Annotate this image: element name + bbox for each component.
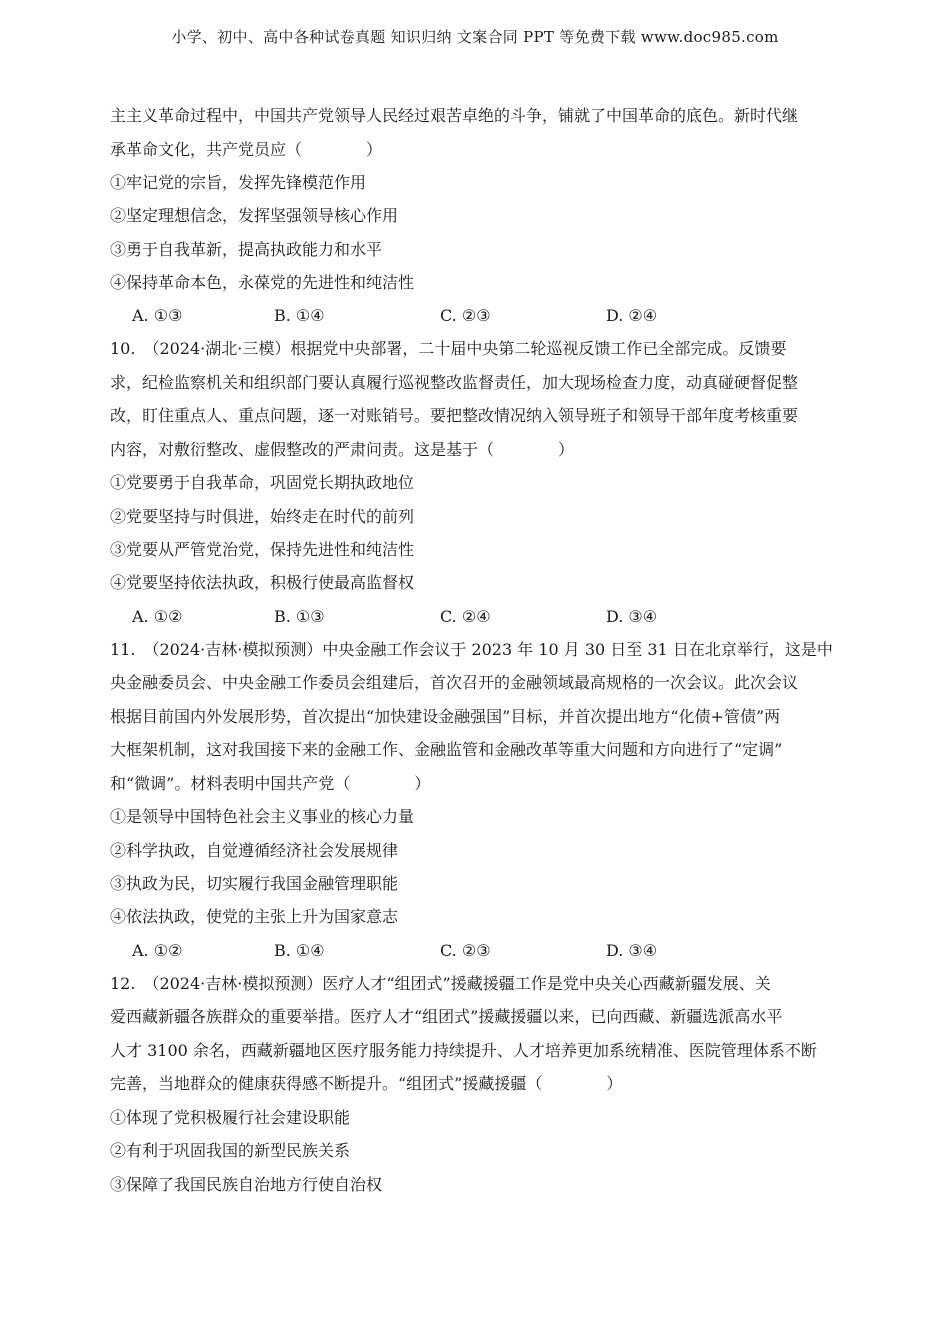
statement-option: ③勇于自我革新，提高执政能力和水平 xyxy=(110,239,383,259)
question-stem-line: 改，盯住重点人、重点问题，逐一对账销号。要把整改情况纳入领导班子和领导干部年度考核重要 xyxy=(110,406,799,426)
question-stem-line: 11. （2024·吉林·模拟预测）中央金融工作会议于 2023 年 10 月 30 日至 31 日在北京举行，这是中 xyxy=(110,639,833,659)
question-stem-line: 求，纪检监察机关和组织部门要认真履行巡视整改监督责任，加大现场检查力度，动真碰硬督促整 xyxy=(110,372,799,392)
statement-option: ①党要勇于自我革命，巩固党长期执政地位 xyxy=(110,473,415,493)
statement-option: ①体现了党积极履行社会建设职能 xyxy=(110,1107,351,1127)
question-stem-line: 12. （2024·吉林·模拟预测）医疗人才“组团式”援藏援疆工作是党中央关心西藏新疆发展、关 xyxy=(110,973,771,993)
answer-choice-c: C. ②③ xyxy=(440,940,491,960)
statement-option: ②坚定理想信念，发挥坚强领导核心作用 xyxy=(110,206,399,226)
statement-option: ①牢记党的宗旨，发挥先锋模范作用 xyxy=(110,173,367,192)
statement-option: ②科学执政，自觉遵循经济社会发展规律 xyxy=(110,840,399,860)
answer-choice-b: B. ①④ xyxy=(274,306,325,326)
answer-choices xyxy=(110,600,840,633)
question-11 xyxy=(110,633,840,967)
answer-choice-d: D. ②④ xyxy=(606,306,658,326)
question-stem-line: 完善，当地群众的健康获得感不断提升。“组团式”援藏援疆（ ） xyxy=(110,1074,623,1094)
question-stem-line: 央金融委员会、中央金融工作委员会组建后，首次召开的金融领域最高规格的一次会议。此次会议 xyxy=(110,673,799,693)
statement-option: ③保障了我国民族自治地方行使自治权 xyxy=(110,1174,383,1194)
answer-choice-c: C. ②③ xyxy=(440,306,491,326)
question-12 xyxy=(110,967,840,1201)
question-stem-line: 承革命文化，共产党员应（ ） xyxy=(110,139,383,159)
question-stem-line: 主主义革命过程中，中国共产党领导人民经过艰苦卓绝的斗争，铺就了中国革命的底色。新时代继 xyxy=(110,106,799,125)
question-stem-line: 根据目前国内外发展形势，首次提出“加快建设金融强国”目标，并首次提出地方“化债+管债”两 xyxy=(110,706,781,726)
answer-choice-a: A. ①③ xyxy=(132,306,183,326)
document-body xyxy=(110,99,840,1201)
question-stem-line: 和“微调”。材料表明中国共产党（ ） xyxy=(110,773,431,793)
statement-option: ③党要从严管党治党，保持先进性和纯洁性 xyxy=(110,540,415,560)
answer-choices xyxy=(110,299,840,332)
question-stem-line: 10. （2024·湖北·三模）根据党中央部署，二十届中央第二轮巡视反馈工作已全部完成。反馈要 xyxy=(110,339,787,359)
answer-choice-b: B. ①③ xyxy=(274,606,325,626)
question-stem-line: 大框架机制，这对我国接下来的金融工作、金融监管和金融改革等重大问题和方向进行了“定调” xyxy=(110,740,783,760)
answer-choice-d: D. ③④ xyxy=(606,940,658,960)
question-9 xyxy=(110,99,840,332)
statement-option: ④党要坚持依法执政，积极行使最高监督权 xyxy=(110,573,415,593)
statement-option: ④保持革命本色，永葆党的先进性和纯洁性 xyxy=(110,272,415,292)
answer-choice-a: A. ①② xyxy=(132,606,183,626)
question-stem-line: 内容，对敷衍整改、虚假整改的严肃问责。这是基于（ ） xyxy=(110,439,575,459)
question-stem-line: 人才 3100 余名，西藏新疆地区医疗服务能力持续提升、人才培养更加系统精准、医院管理体系不断 xyxy=(110,1040,817,1060)
statement-option: ①是领导中国特色社会主义事业的核心力量 xyxy=(110,807,415,827)
page-header: 小学、初中、高中各种试卷真题 知识归纳 文案合同 PPT 等免费下载 www.doc985.com xyxy=(171,28,779,46)
statement-option: ②党要坚持与时俱进，始终走在时代的前列 xyxy=(110,506,415,526)
answer-choice-d: D. ③④ xyxy=(606,606,658,626)
question-stem-line: 爱西藏新疆各族群众的重要举措。医疗人才“组团式”援藏援疆以来，已向西藏、新疆选派高水平 xyxy=(110,1007,783,1027)
answer-choice-c: C. ②④ xyxy=(440,606,491,626)
answer-choice-a: A. ①② xyxy=(132,940,183,960)
question-10 xyxy=(110,332,840,632)
statement-option: ③执政为民，切实履行我国金融管理职能 xyxy=(110,874,399,894)
answer-choice-b: B. ①④ xyxy=(274,940,325,960)
statement-option: ②有利于巩固我国的新型民族关系 xyxy=(110,1141,351,1161)
answer-choices xyxy=(110,934,840,967)
statement-option: ④依法执政，使党的主张上升为国家意志 xyxy=(110,907,399,927)
